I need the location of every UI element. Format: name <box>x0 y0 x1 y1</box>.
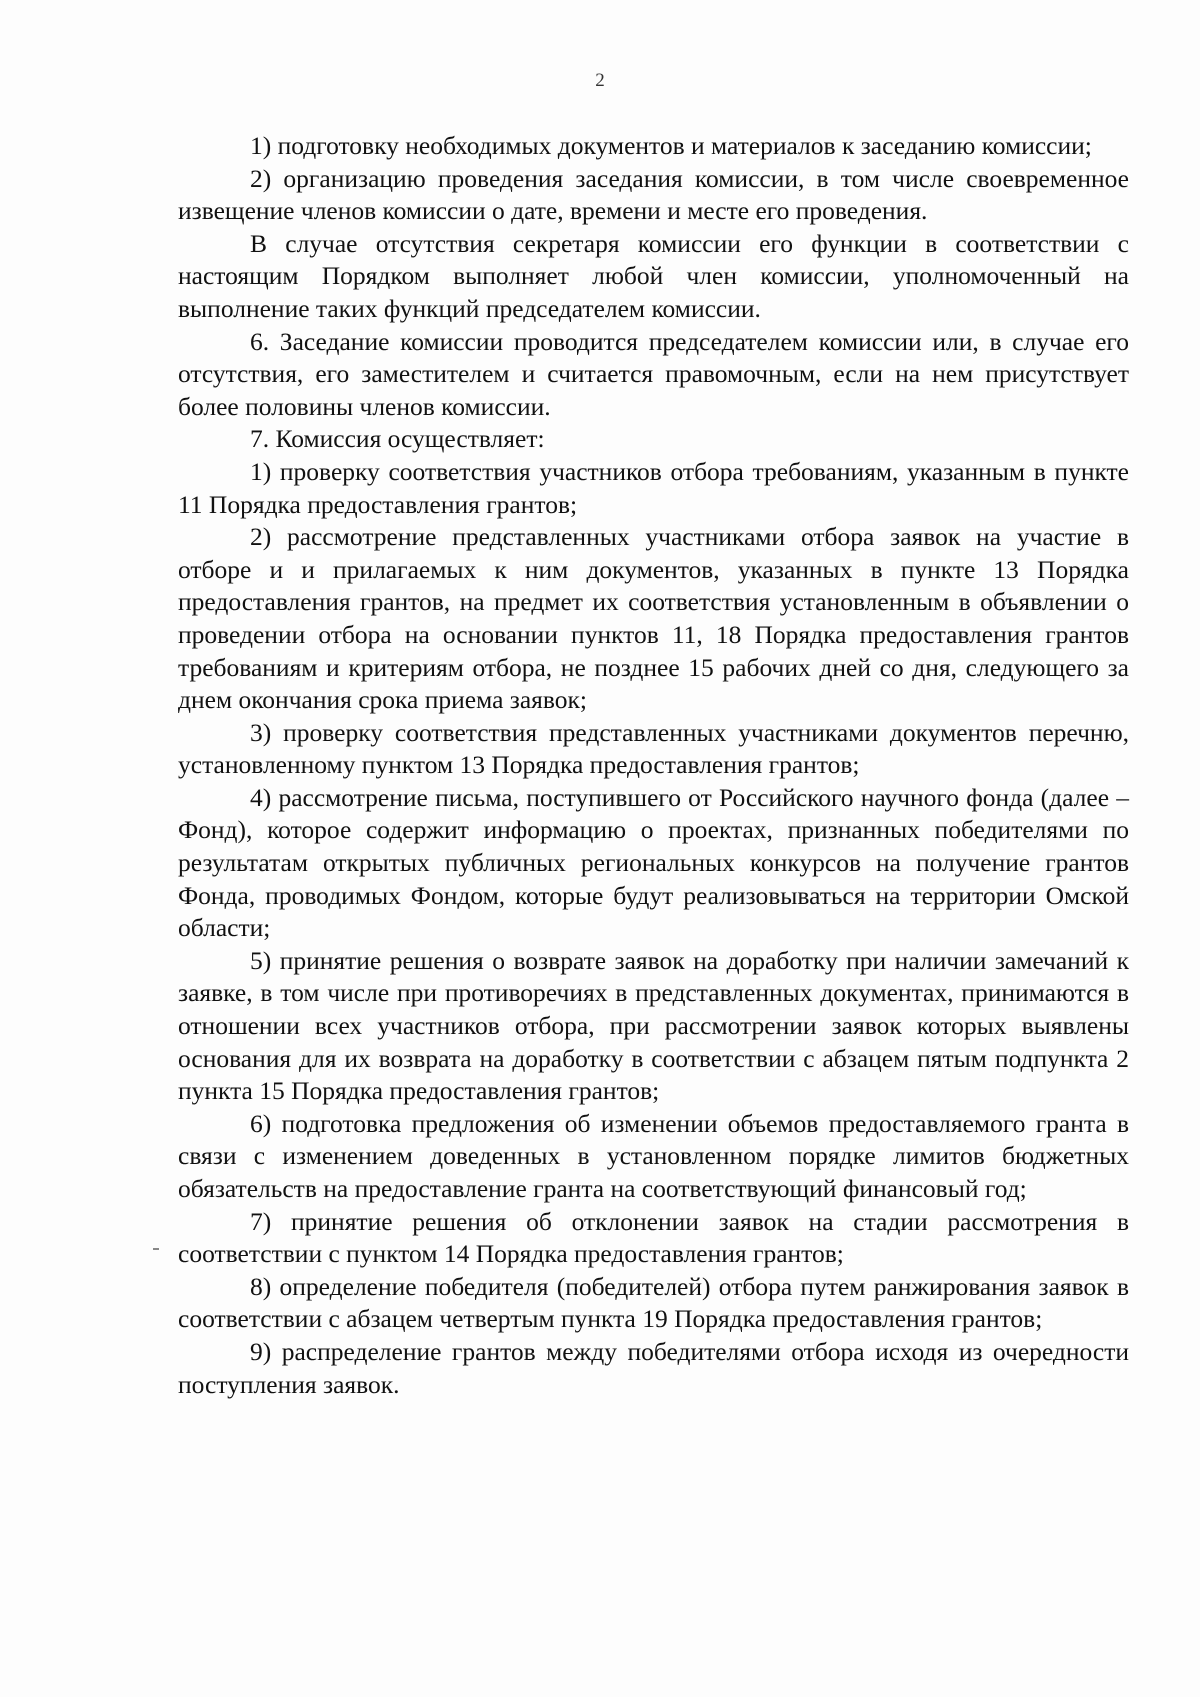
paragraph-duty-7: 7) принятие решения об отклонении заявок на стадии рассмотрения в соответствии с пунктом 14 Порядка предоставления грантов; <box>178 1206 1129 1269</box>
paragraph-6-meeting-quorum: 6. Заседание комиссии проводится председателем комиссии или, в случае его отсутствия, его заместителем и считается правомочным, если на нем присутствует более половины членов комиссии. <box>178 326 1129 421</box>
paragraph-item-2-meeting-organization: 2) организацию проведения заседания комиссии, в том числе своевременное извещение членов комиссии о дате, времени и месте его проведения. <box>178 163 1129 226</box>
scan-artifact-mark <box>153 1248 159 1250</box>
paragraph-duty-9: 9) распределение грантов между победителями отбора исходя из очередности поступления заявок. <box>178 1336 1129 1399</box>
paragraph-duty-6: 6) подготовка предложения об изменении объемов предоставляемого гранта в связи с изменением доведенных в установленном порядке лимитов бюджетных обязательств на предоставление гранта на соответствующий финансовый год; <box>178 1108 1129 1203</box>
paragraph-duty-3: 3) проверку соответствия представленных участниками документов перечню, установленному пунктом 13 Порядка предоставления грантов; <box>178 717 1129 780</box>
paragraph-duty-1: 1) проверку соответствия участников отбора требованиям, указанным в пункте 11 Порядка предоставления грантов; <box>178 456 1129 519</box>
paragraph-duty-5: 5) принятие решения о возврате заявок на доработку при наличии замечаний к заявке, в том числе при противоречиях в представленных документах, принимаются в отношении всех участников отбора, при рассмотрении заявок которых выявлены основания для их возврата на доработку в соответствии с абзацем пятым подпункта 2 пункта 15 Порядка предоставления грантов; <box>178 945 1129 1106</box>
document-body <box>178 130 1129 1401</box>
paragraph-7-commission-duties: 7. Комиссия осуществляет: <box>250 424 545 454</box>
paragraph-secretary-absence: В случае отсутствия секретаря комиссии его функции в соответствии с настоящим Порядком выполняет любой член комиссии, уполномоченный на выполнение таких функций председателем комиссии. <box>178 228 1129 323</box>
paragraph-item-1-documents: 1) подготовку необходимых документов и материалов к заседанию комиссии; <box>250 131 1092 160</box>
paragraph-duty-8: 8) определение победителя (победителей) отбора путем ранжирования заявок в соответствии с абзацем четвертым пункта 19 Порядка предоставления грантов; <box>178 1271 1129 1334</box>
page-number: 2 <box>595 70 605 91</box>
paragraph-duty-2: 2) рассмотрение представленных участниками отбора заявок на участие в отборе и и прилагаемых к ним документов, указанных в пункте 13 Порядка предоставления грантов, на предмет их соответствия установленным в объявлении о проведении отбора на основании пунктов 11, 18 Порядка предоставления грантов требованиям и критериям отбора, не позднее 15 рабочих дней со дня, следующего за днем окончания срока приема заявок; <box>178 522 1129 715</box>
paragraph-duty-4: 4) рассмотрение письма, поступившего от Российского научного фонда (далее – Фонд), которое содержит информацию о проектах, признанных победителями по результатам открытых публичных региональных конкурсов на получение грантов Фонда, проводимых Фондом, которые будут реализовываться на территории Омской области; <box>178 782 1129 943</box>
